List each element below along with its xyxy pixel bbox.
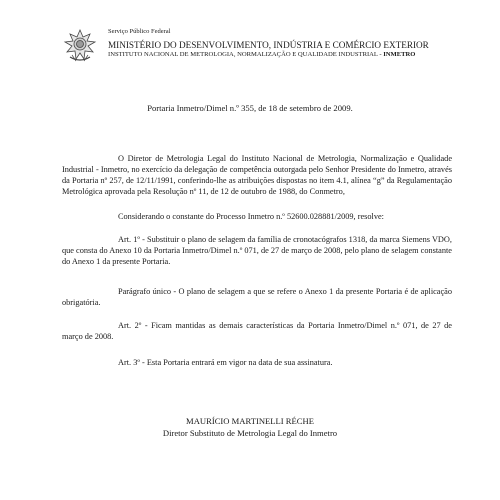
paragraph-text: Considerando o constante do Processo Inmetro n.º 52600.028881/2009, resolve: xyxy=(118,212,384,221)
signature-name: MAURÍCIO MARTINELLI RÉCHE xyxy=(186,416,314,426)
article-2-paragraph xyxy=(62,320,452,342)
service-label: Serviço Público Federal xyxy=(108,28,171,35)
preamble-paragraph xyxy=(62,153,452,197)
sole-paragraph xyxy=(62,286,452,308)
paragraph-text: O Diretor de Metrologia Legal do Instituto Nacional de Metrologia, Normalização e Qualidade Industrial - Inmetro, no exercício da delegação de competência outorgada pelo Senhor Presidente do Inmetro, através da Portaria nº 257, de 12/11/1991, conferindo-lhe as atribuições dispostas no item 4.1, alínea “g” da Regulamentação Metrológica aprovada pela Resolução nº 11, de 12 de outubro de 1988, do Conmetro, xyxy=(62,154,452,196)
paragraph-text: Art. 1º - Substituir o plano de selagem da família de cronotacógrafos 1318, da marca Siemens VDO, que consta do Anexo 10 da Portaria Inmetro/Dimel n.º 071, de 27 de março de 2008, pelo plano de selagem constante do Anexo 1 da presente Portaria. xyxy=(62,235,452,266)
letterhead-text xyxy=(108,28,500,59)
paragraph-text: Art. 3º - Esta Portaria entrará em vigor na data de sua assinatura. xyxy=(118,358,333,367)
paragraph-text: Art. 2º - Ficam mantidas as demais características da Portaria Inmetro/Dimel n.º 071, de 27 de março de 2008. xyxy=(62,321,452,341)
ministry-name: MINISTÉRIO DO DESENVOLVIMENTO, INDÚSTRIA E COMÉRCIO EXTERIOR xyxy=(108,40,429,50)
brazil-coat-of-arms-icon xyxy=(62,28,98,64)
article-3-paragraph xyxy=(62,357,452,368)
institute-name xyxy=(108,51,500,59)
institute-full-name: INSTITUTO NACIONAL DE METROLOGIA, NORMALIZAÇÃO E QUALIDADE INDUSTRIAL - xyxy=(108,51,384,58)
document-title: Portaria Inmetro/Dimel n.º 355, de 18 de setembro de 2009. xyxy=(147,103,353,113)
institute-acronym: INMETRO xyxy=(383,51,416,58)
considering-paragraph xyxy=(62,211,452,222)
article-1-paragraph xyxy=(62,234,452,267)
paragraph-text: Parágrafo único - O plano de selagem a que se refere o Anexo 1 da presente Portaria é de aplicação obrigatória. xyxy=(62,287,452,307)
signature-role: Diretor Substituto de Metrologia Legal do Inmetro xyxy=(162,428,338,438)
